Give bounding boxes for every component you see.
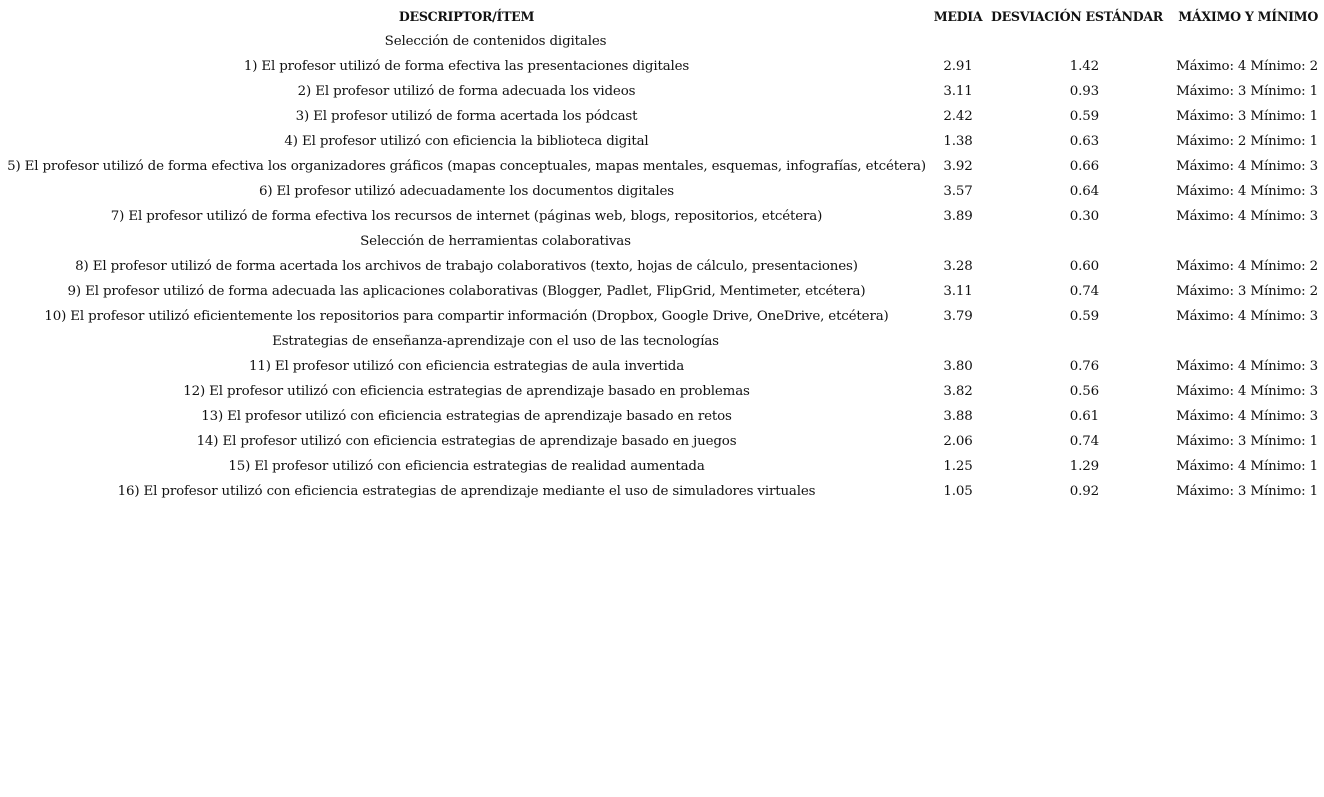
item-standard-deviation: 0.56 [1069, 384, 1099, 399]
item-media: 1.25 [943, 459, 973, 474]
item-media: 2.42 [943, 109, 973, 124]
item-descriptor: 2) El profesor utilizó de forma adecuada los videos [297, 84, 636, 99]
table-row [4, 104, 1320, 129]
item-media: 3.57 [943, 184, 973, 199]
table-row [4, 279, 1320, 304]
table-row [4, 254, 1320, 279]
item-media: 3.11 [943, 84, 973, 99]
section-filler [987, 329, 1320, 354]
item-max-min: Máximo: 4 Mínimo: 2 [1176, 259, 1318, 274]
column-header-descriptor: DESCRIPTOR/ÍTEM [398, 9, 535, 24]
item-descriptor: 3) El profesor utilizó de forma acertada los pódcast [295, 109, 638, 124]
column-header-maxmin: MÁXIMO Y MÍNIMO [1178, 9, 1318, 24]
item-media: 3.79 [943, 309, 973, 324]
item-standard-deviation: 0.76 [1069, 359, 1099, 374]
item-media: 3.80 [943, 359, 973, 374]
item-media: 2.91 [943, 59, 973, 74]
item-media: 3.92 [943, 159, 973, 174]
item-descriptor: 9) El profesor utilizó de forma adecuada las aplicaciones colaborativas (Blogger, Padlet, FlipGrid, Mentimeter, etcétera) [67, 284, 866, 299]
item-descriptor: 1) El profesor utilizó de forma efectiva las presentaciones digitales [243, 59, 690, 74]
item-max-min: Máximo: 3 Mínimo: 1 [1176, 109, 1318, 124]
item-max-min: Máximo: 4 Mínimo: 3 [1176, 359, 1318, 374]
column-header-sd: DESVIACIÓN ESTÁNDAR [991, 9, 1163, 24]
item-media: 3.11 [943, 284, 973, 299]
item-standard-deviation: 0.92 [1069, 484, 1099, 499]
item-max-min: Máximo: 3 Mínimo: 1 [1176, 484, 1318, 499]
section-filler [987, 229, 1320, 254]
section-title: Estrategias de enseñanza-aprendizaje con el uso de las tecnologías [272, 334, 719, 349]
item-max-min: Máximo: 4 Mínimo: 3 [1176, 184, 1318, 199]
item-media: 3.28 [943, 259, 973, 274]
table-row [4, 79, 1320, 104]
table-row [4, 204, 1320, 229]
table-row [4, 379, 1320, 404]
section-row [4, 229, 1320, 254]
table-row [4, 154, 1320, 179]
item-media: 1.05 [943, 484, 973, 499]
item-max-min: Máximo: 4 Mínimo: 3 [1176, 209, 1318, 224]
item-descriptor: 6) El profesor utilizó adecuadamente los documentos digitales [258, 184, 675, 199]
item-descriptor: 5) El profesor utilizó de forma efectiva los organizadores gráficos (mapas conceptuales, mapas mentales, esquemas, infografías, etcétera) [7, 159, 926, 174]
item-standard-deviation: 0.74 [1069, 284, 1099, 299]
item-media: 1.38 [943, 134, 973, 149]
item-descriptor: 11) El profesor utilizó con eficiencia estrategias de aula invertida [248, 359, 685, 374]
table-body [4, 29, 1320, 504]
section-filler [987, 29, 1320, 54]
table-row [4, 429, 1320, 454]
item-max-min: Máximo: 4 Mínimo: 3 [1176, 159, 1318, 174]
item-standard-deviation: 0.59 [1069, 109, 1099, 124]
section-title: Selección de contenidos digitales [384, 34, 607, 49]
section-title: Selección de herramientas colaborativas [360, 234, 631, 249]
item-standard-deviation: 0.30 [1069, 209, 1099, 224]
item-descriptor: 7) El profesor utilizó de forma efectiva los recursos de internet (páginas web, blogs, repositorios, etcétera) [110, 209, 823, 224]
column-header-media: MEDIA [933, 9, 983, 24]
item-standard-deviation: 1.29 [1069, 459, 1099, 474]
item-descriptor: 8) El profesor utilizó de forma acertada los archivos de trabajo colaborativos (texto, hojas de cálculo, presentaciones) [75, 259, 858, 274]
item-standard-deviation: 0.93 [1069, 84, 1099, 99]
item-media: 2.06 [943, 434, 973, 449]
item-max-min: Máximo: 4 Mínimo: 3 [1176, 384, 1318, 399]
item-media: 3.88 [943, 409, 973, 424]
table-row [4, 479, 1320, 504]
item-descriptor: 14) El profesor utilizó con eficiencia estrategias de aprendizaje basado en juegos [196, 434, 737, 449]
item-standard-deviation: 0.59 [1069, 309, 1099, 324]
item-descriptor: 15) El profesor utilizó con eficiencia estrategias de realidad aumentada [228, 459, 705, 474]
table-row [4, 54, 1320, 79]
item-standard-deviation: 0.64 [1069, 184, 1099, 199]
item-max-min: Máximo: 3 Mínimo: 2 [1176, 284, 1318, 299]
item-standard-deviation: 0.66 [1069, 159, 1099, 174]
item-descriptor: 10) El profesor utilizó eficientemente los repositorios para compartir información (Dropbox, Google Drive, OneDrive, etcétera) [44, 309, 889, 324]
item-max-min: Máximo: 2 Mínimo: 1 [1176, 134, 1318, 149]
table-header-row [4, 4, 1320, 29]
results-table [4, 4, 1320, 504]
table-row [4, 404, 1320, 429]
item-media: 3.82 [943, 384, 973, 399]
item-standard-deviation: 0.61 [1069, 409, 1099, 424]
table-row [4, 454, 1320, 479]
item-max-min: Máximo: 3 Mínimo: 1 [1176, 434, 1318, 449]
table-row [4, 129, 1320, 154]
item-max-min: Máximo: 4 Mínimo: 3 [1176, 309, 1318, 324]
item-descriptor: 16) El profesor utilizó con eficiencia estrategias de aprendizaje mediante el uso de simuladores virtuales [117, 484, 816, 499]
item-max-min: Máximo: 4 Mínimo: 1 [1176, 459, 1318, 474]
item-descriptor: 4) El profesor utilizó con eficiencia la biblioteca digital [284, 134, 649, 149]
item-standard-deviation: 1.42 [1069, 59, 1099, 74]
item-max-min: Máximo: 4 Mínimo: 2 [1176, 59, 1318, 74]
table-row [4, 304, 1320, 329]
section-row [4, 29, 1320, 54]
item-media: 3.89 [943, 209, 973, 224]
item-standard-deviation: 0.63 [1069, 134, 1099, 149]
section-row [4, 329, 1320, 354]
item-standard-deviation: 0.60 [1069, 259, 1099, 274]
item-descriptor: 13) El profesor utilizó con eficiencia estrategias de aprendizaje basado en retos [201, 409, 732, 424]
item-standard-deviation: 0.74 [1069, 434, 1099, 449]
table-row [4, 354, 1320, 379]
item-max-min: Máximo: 3 Mínimo: 1 [1176, 84, 1318, 99]
table-row [4, 179, 1320, 204]
item-max-min: Máximo: 4 Mínimo: 3 [1176, 409, 1318, 424]
item-descriptor: 12) El profesor utilizó con eficiencia estrategias de aprendizaje basado en problemas [183, 384, 750, 399]
